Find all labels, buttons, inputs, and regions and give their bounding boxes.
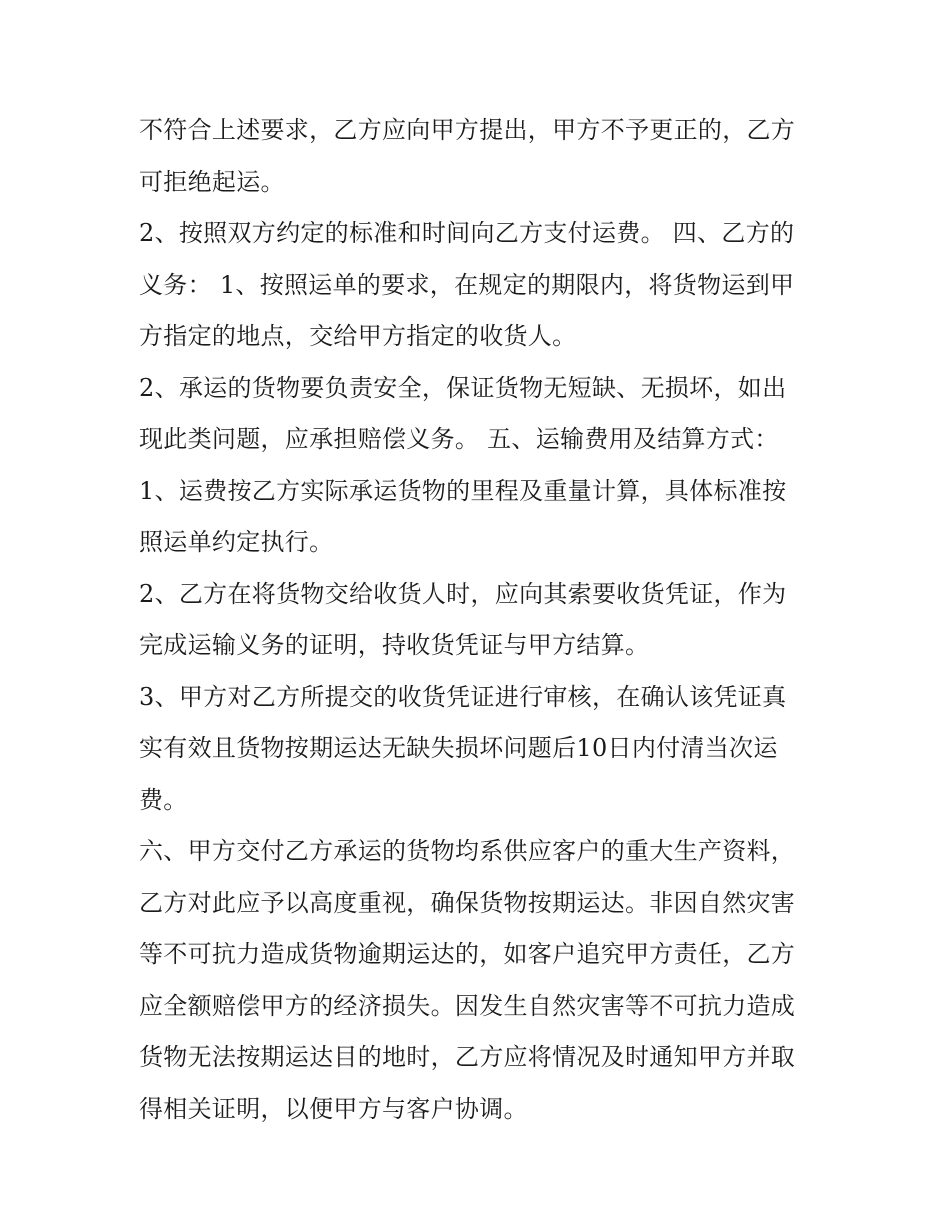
text-line: 费。 [139, 785, 188, 814]
text-line: 1、运费按乙方实际承运货物的里程及重量计算，具体标准按 [139, 476, 787, 505]
text-line: 得相关证明，以便甲方与客户协调。 [139, 1094, 528, 1123]
text-line: 乙方对此应予以高度重视，确保货物按期运达。非因自然灾害 [139, 888, 796, 917]
text-line: 方指定的地点，交给甲方指定的收货人。 [139, 322, 577, 350]
text-line: 义务： 1、按照运单的要求，在规定的期限内，将货物运到甲 [139, 270, 795, 299]
text-line: 照运单约定执行。 [139, 528, 334, 556]
text-line: 3、甲方对乙方所提交的收货凭证进行审核，在确认该凭证真 [139, 682, 787, 711]
text-line: 货物无法按期运达目的地时，乙方应将情况及时通知甲方并取 [139, 1043, 796, 1071]
text-line: 2、承运的货物要负责安全，保证货物无短缺、无损坏，如出 [139, 373, 787, 402]
document-body [139, 105, 819, 1135]
text-line: 六、甲方交付乙方承运的货物均系供应客户的重大生产资料， [139, 837, 796, 865]
text-line: 2、按照双方约定的标准和时间向乙方支付运费。 四、乙方的 [139, 219, 795, 247]
text-line: 完成运输义务的证明，持收货凭证与甲方结算。 [139, 631, 650, 659]
text-line: 不符合上述要求，乙方应向甲方提出，甲方不予更正的，乙方 [139, 116, 796, 144]
text-line: 等不可抗力造成货物逾期运达的，如客户追究甲方责任，乙方 [139, 940, 796, 968]
text-line: 2、乙方在将货物交给收货人时，应向其索要收货凭证，作为 [139, 579, 787, 608]
text-line: 实有效且货物按期运达无缺失损坏问题后10日内付清当次运 [139, 734, 778, 762]
text-line: 可拒绝起运。 [139, 167, 285, 196]
text-line: 现此类问题，应承担赔偿义务。 五、运输费用及结算方式： [139, 425, 779, 453]
text-line: 应全额赔偿甲方的经济损失。因发生自然灾害等不可抗力造成 [139, 991, 796, 1020]
